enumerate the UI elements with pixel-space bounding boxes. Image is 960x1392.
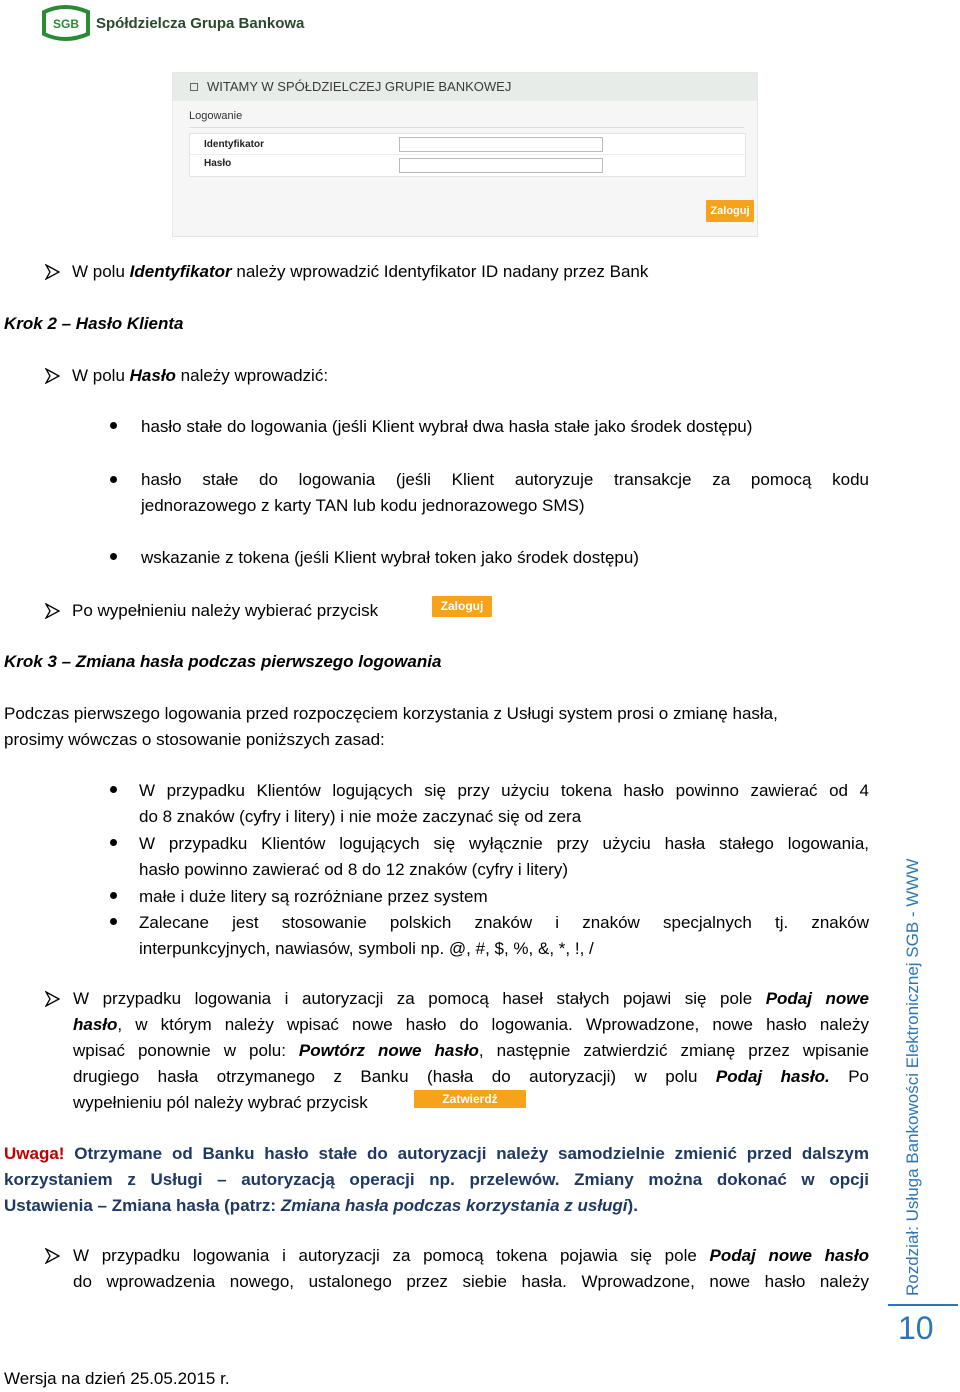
bullet-new-password: W przypadku logowania i autoryzacji za pomocą haseł stałych pojawi się pole Podaj nowe [73,989,869,1008]
banner [173,73,757,101]
rule-item: W przypadku Klientów logujących się wyłącznie przy użyciu hasła stałego logowania, [139,834,869,853]
list-item: hasło stałe do logowania (jeśli Klient wybrał dwa hasła stałe jako środek dostępu) [141,417,753,436]
sgb-logo-icon [38,4,92,42]
bullet-token: W przypadku logowania i autoryzacji za pomocą tokena pojawia się pole Podaj nowe hasło [73,1246,869,1265]
bullet-submit: Po wypełnieniu należy wybierać przycisk [72,601,379,620]
bullet-identifier: W polu Identyfikator należy wprowadzić Identyfikator ID nadany przez Bank [72,262,649,281]
password-label: Hasło [204,158,232,169]
rule-item: małe i duże litery są rozróżniane przez system [139,887,488,906]
rule-item: Zalecane jest stosowanie polskich znaków i znaków specjalnych tj. znaków [139,913,869,932]
warning-label: Uwaga! [4,1144,65,1163]
list-item-cont: jednorazowego z karty TAN lub kodu jednorazowego SMS) [141,496,585,515]
rule-item-cont: interpunkcyjnych, nawiasów, symboli np. @, #, $, %, &, *, !, / [139,939,594,958]
bullet-new-password-cont: wypełnieniu pól należy wybrać przycisk [73,1093,368,1112]
paragraph-line: prosimy wówczas o stosowanie poniższych zasad: [4,730,385,749]
bullet-new-password-cont: wpisać ponownie w polu: Powtórz nowe hasło, następnie zatwierdzić zmianę przez wpisanie [73,1041,869,1060]
arrow-bullet-icon [45,1248,61,1264]
dot-bullet-icon [110,892,117,899]
arrow-bullet-icon [45,264,61,280]
identifier-label: Identyfikator [204,139,265,150]
dot-bullet-icon [110,422,117,429]
banner-title: WITAMY W SPÓŁDZIELCZEJ GRUPIE BANKOWEJ [207,79,512,94]
identifier-input[interactable] [399,137,603,152]
page-number: 10 [898,1310,934,1346]
dot-bullet-icon [110,839,117,846]
paragraph-line: Podczas pierwszego logowania przed rozpoczęciem korzystania z Usługi system prosi o zmianę hasła, [4,704,778,723]
arrow-bullet-icon [45,368,61,384]
dot-bullet-icon [110,553,117,560]
dot-bullet-icon [110,476,117,483]
arrow-bullet-icon [45,991,61,1007]
rule-item-cont: hasło powinno zawierać od 8 do 12 znaków (cyfry i litery) [139,860,568,879]
step3-heading: Krok 3 – Zmiana hasła podczas pierwszego logowania [4,652,442,671]
dot-bullet-icon [110,918,117,925]
bullet-token-cont: do wprowadzenia nowego, ustalonego przez siebie hasła. Wprowadzone, nowe hasło należy [73,1272,869,1291]
svg-text:SGB: SGB [52,17,80,31]
inline-login-button: Zaloguj [432,596,492,617]
logo-text: Spółdzielcza Grupa Bankowa [96,15,305,32]
step2-heading: Krok 2 – Hasło Klienta [4,314,184,333]
warning-line: korzystaniem z Usługi – autoryzacją operacji np. przelewów. Zmiany można dokonać w opcji [4,1170,869,1189]
inline-confirm-button: Zatwierdź [414,1090,526,1108]
arrow-bullet-icon [45,603,61,619]
login-divider [189,127,744,128]
login-form-divider [190,154,745,155]
login-section-title: Logowanie [189,110,243,122]
bullet-new-password-cont: hasło, w którym należy wpisać nowe hasło do logowania. Wprowadzone, nowe hasło należy [73,1015,869,1034]
warning-line: Uwaga! Otrzymane od Banku hasło stałe do autoryzacji należy samodzielnie zmienić przed dalszym [4,1144,869,1163]
warning-line: Ustawienia – Zmiana hasła (patrz: Zmiana hasła podczas korzystania z usługi). [4,1196,638,1215]
rule-item: W przypadku Klientów logujących się przy użyciu tokena hasło powinno zawierać od 4 [139,781,869,800]
login-button[interactable]: Zaloguj [706,200,754,222]
dot-bullet-icon [110,786,117,793]
login-form [189,133,746,177]
logo [38,4,305,42]
sidebar-chapter: Rozdział: Usługa Bankowości Elektronicznej SGB - WWW [903,858,922,1296]
window-icon [190,83,198,91]
bullet-password: W polu Hasło należy wprowadzić: [72,366,329,385]
footer-version: Wersja na dzień 25.05.2015 r. [4,1369,230,1388]
bullet-new-password-cont: drugiego hasła otrzymanego z Banku (hasła do autoryzacji) w polu Podaj hasło. Po [73,1067,869,1086]
list-item: hasło stałe do logowania (jeśli Klient autoryzuje transakcje za pomocą kodu [141,470,869,489]
list-item: wskazanie z tokena (jeśli Klient wybrał token jako środek dostępu) [141,548,639,567]
login-screenshot [172,72,758,237]
rule-item-cont: do 8 znaków (cyfry i litery) i nie może zaczynać się od zera [139,807,582,826]
sidebar-rule [888,1304,958,1306]
password-input[interactable] [399,158,603,173]
